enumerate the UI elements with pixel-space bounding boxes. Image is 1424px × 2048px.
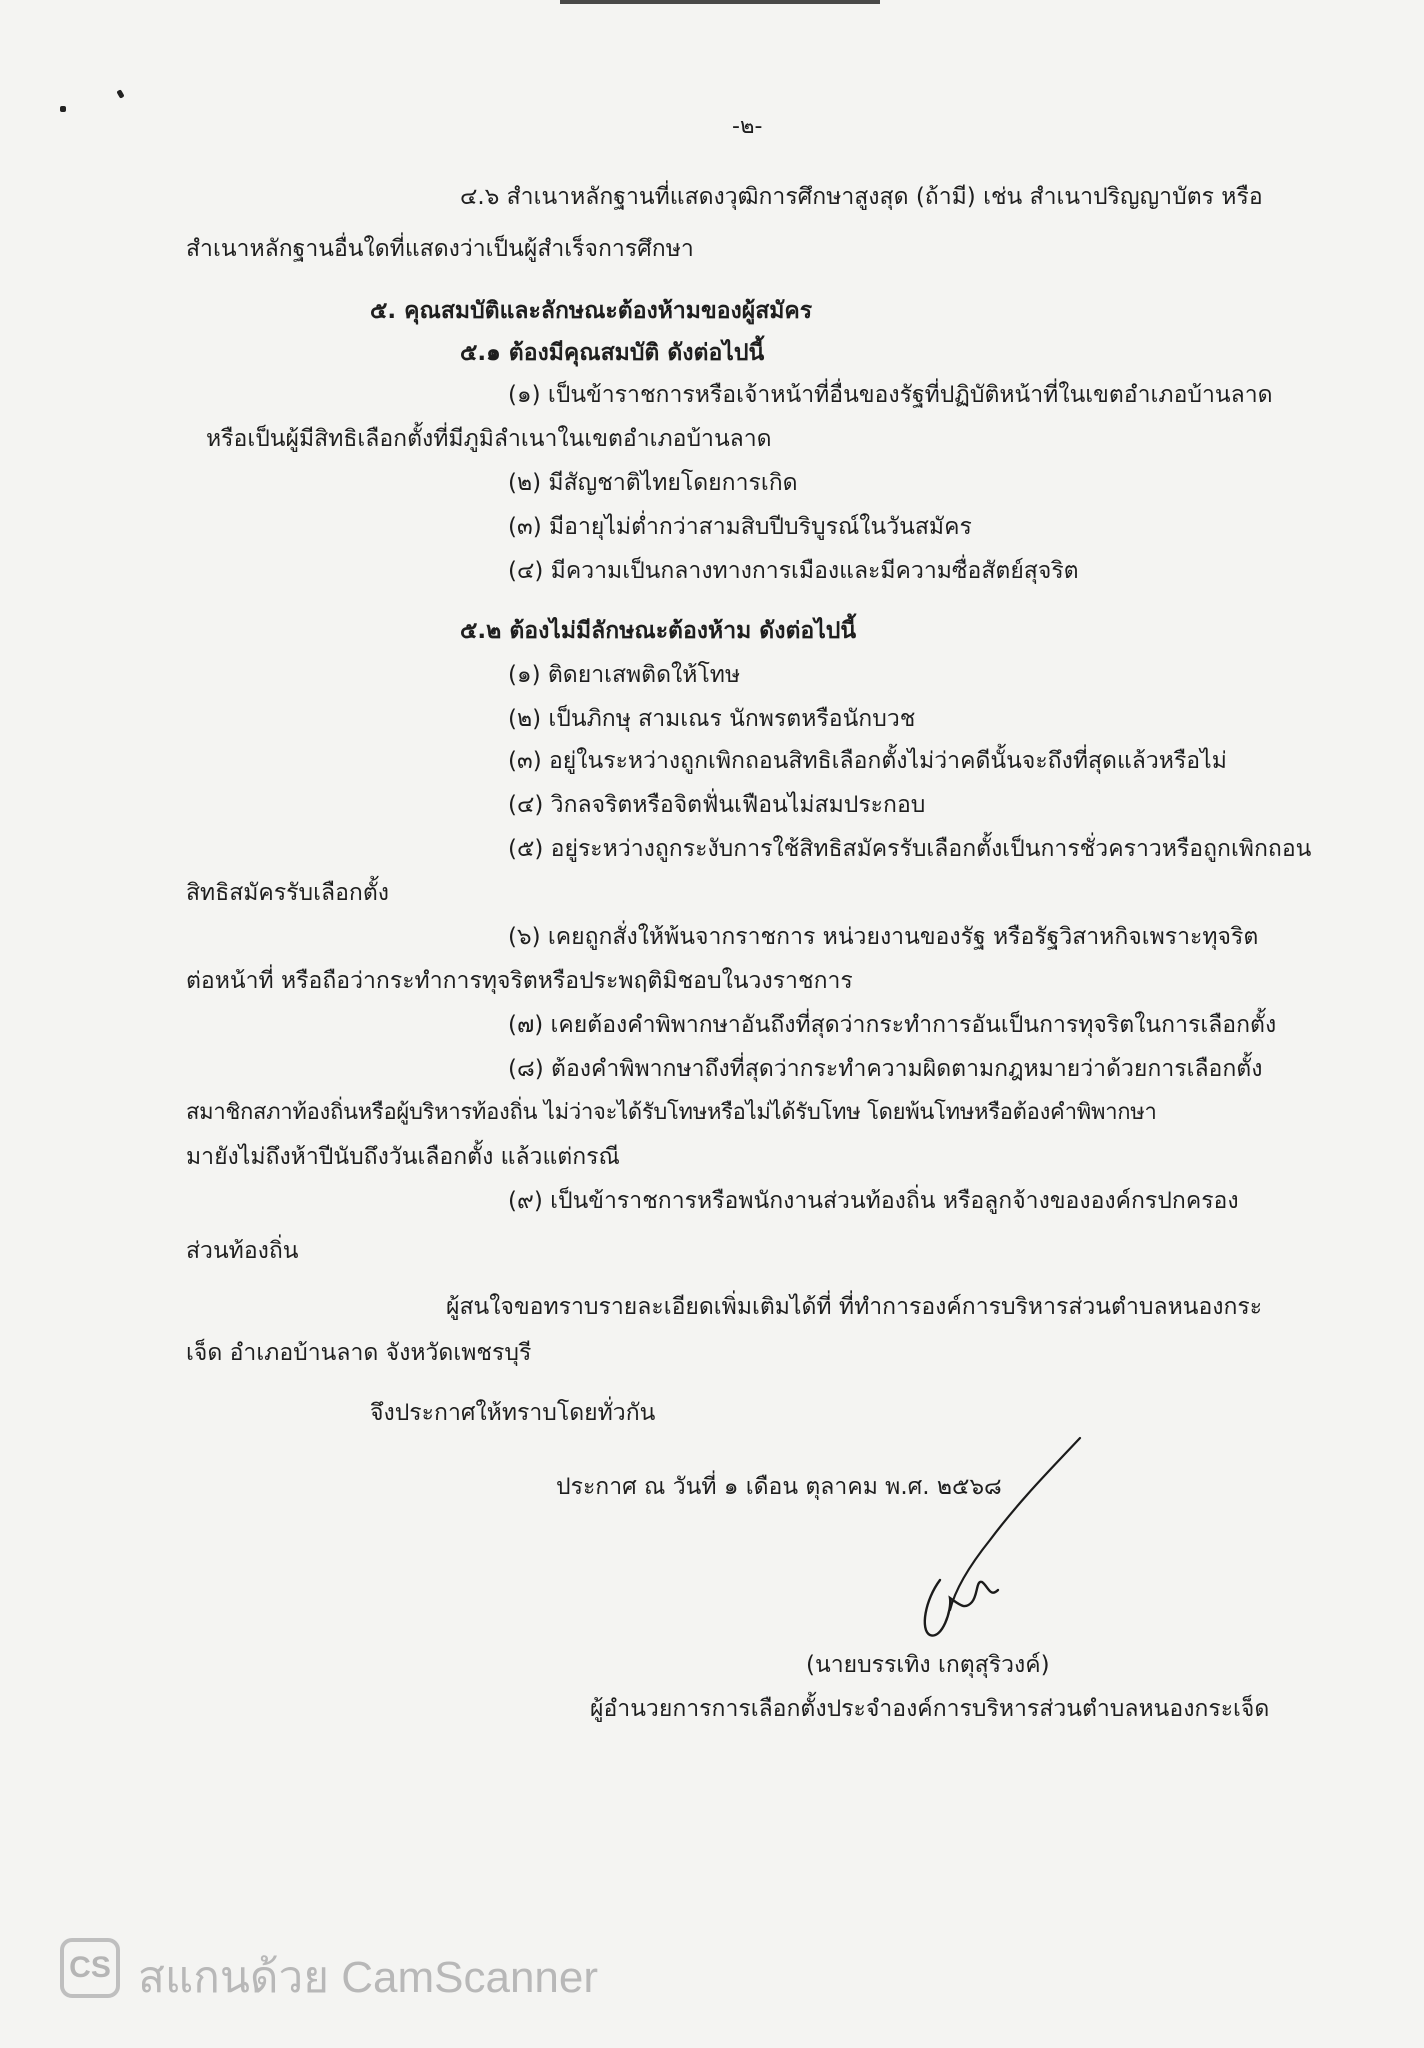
scan-speck (60, 106, 66, 112)
signature-mark (870, 1430, 1100, 1650)
prohibition-item: (๗) เคยต้องคำพิพากษาอันถึงที่สุดว่ากระทำการอันเป็นการทุจริตในการเลือกตั้ง (508, 1012, 1277, 1038)
prohibition-item-cont: ต่อหน้าที่ หรือถือว่ากระทำการทุจริตหรือประพฤติมิชอบในวงราชการ (186, 968, 853, 994)
prohibition-item: (๘) ต้องคำพิพากษาถึงที่สุดว่ากระทำความผิดตามกฎหมายว่าด้วยการเลือกตั้ง (508, 1056, 1263, 1082)
prohibition-item: (๓) อยู่ในระหว่างถูกเพิกถอนสิทธิเลือกตั้งไม่ว่าคดีนั้นจะถึงที่สุดแล้วหรือไม่ (508, 748, 1227, 774)
contact-line1: ผู้สนใจขอทราบรายละเอียดเพิ่มเติมได้ที่ ที่ทำการองค์การบริหารส่วนตำบลหนองกระ (446, 1294, 1263, 1320)
contact-line2: เจ็ด อำเภอบ้านลาด จังหวัดเพชรบุรี (186, 1340, 532, 1366)
prohibition-item-cont: สิทธิสมัครรับเลือกตั้ง (186, 880, 389, 906)
camscanner-watermark: สแกนด้วย CamScanner (138, 1953, 599, 2002)
qualification-item-cont: หรือเป็นผู้มีสิทธิเลือกตั้งที่มีภูมิลำเนาในเขตอำเภอบ้านลาด (206, 426, 772, 452)
prohibition-item: (๕) อยู่ระหว่างถูกระงับการใช้สิทธิสมัครรับเลือกตั้งเป็นการชั่วคราวหรือถูกเพิกถอน (508, 836, 1312, 862)
qualification-item: (๒) มีสัญชาติไทยโดยการเกิด (508, 470, 798, 496)
camscanner-logo: CS (60, 1938, 120, 1998)
prohibition-item: (๙) เป็นข้าราชการหรือพนักงานส่วนท้องถิ่น หรือลูกจ้างขององค์กรปกครอง (508, 1188, 1239, 1214)
qualification-item: (๔) มีความเป็นกลางทางการเมืองและมีความซื่อสัตย์สุจริต (508, 558, 1079, 584)
qualification-item: (๑) เป็นข้าราชการหรือเจ้าหน้าที่อื่นของรัฐที่ปฏิบัติหน้าที่ในเขตอำเภอบ้านลาด (508, 382, 1273, 408)
section-5-1-heading: ๕.๑ ต้องมีคุณสมบัติ ดังต่อไปนี้ (460, 340, 765, 366)
item-4-6-line1: ๔.๖ สำเนาหลักฐานที่แสดงวุฒิการศึกษาสูงสุด (ถ้ามี) เช่น สำเนาปริญญาบัตร หรือ (460, 184, 1263, 210)
prohibition-item: (๔) วิกลจริตหรือจิตฟั่นเฟือนไม่สมประกอบ (508, 792, 926, 818)
section-5-2-heading: ๕.๒ ต้องไม่มีลักษณะต้องห้าม ดังต่อไปนี้ (460, 618, 857, 644)
item-4-6-line2: สำเนาหลักฐานอื่นใดที่แสดงว่าเป็นผู้สำเร็จการศึกษา (186, 236, 694, 262)
page-number: -๒- (732, 114, 763, 139)
signer-name: (นายบรรเทิง เกตุสุริวงค์) (806, 1652, 1050, 1678)
scan-edge-mark (560, 0, 880, 4)
prohibition-item: (๖) เคยถูกสั่งให้พ้นจากราชการ หน่วยงานของรัฐ หรือรัฐวิสาหกิจเพราะทุจริต (508, 924, 1259, 950)
prohibition-item-cont: มายังไม่ถึงห้าปีนับถึงวันเลือกตั้ง แล้วแต่กรณี (186, 1144, 620, 1170)
announce-date: ประกาศ ณ วันที่ ๑ เดือน ตุลาคม พ.ศ. ๒๕๖๘ (556, 1474, 1002, 1500)
scan-speck (116, 89, 124, 98)
prohibition-item-cont: สมาชิกสภาท้องถิ่นหรือผู้บริหารท้องถิ่น ไม่ว่าจะได้รับโทษหรือไม่ได้รับโทษ โดยพ้นโทษหรือต้องคำพิพากษา (186, 1100, 1157, 1125)
section-5-heading: ๕. คุณสมบัติและลักษณะต้องห้ามของผู้สมัคร (370, 298, 813, 324)
prohibition-item: (๒) เป็นภิกษุ สามเณร นักพรตหรือนักบวช (508, 706, 916, 732)
prohibition-item: (๑) ติดยาเสพติดให้โทษ (508, 662, 741, 688)
signer-title: ผู้อำนวยการการเลือกตั้งประจำองค์การบริหารส่วนตำบลหนองกระเจ็ด (590, 1696, 1270, 1722)
prohibition-item-cont: ส่วนท้องถิ่น (186, 1238, 299, 1264)
qualification-item: (๓) มีอายุไม่ต่ำกว่าสามสิบปีบริบูรณ์ในวันสมัคร (508, 514, 972, 540)
announce-text: จึงประกาศให้ทราบโดยทั่วกัน (370, 1400, 656, 1426)
